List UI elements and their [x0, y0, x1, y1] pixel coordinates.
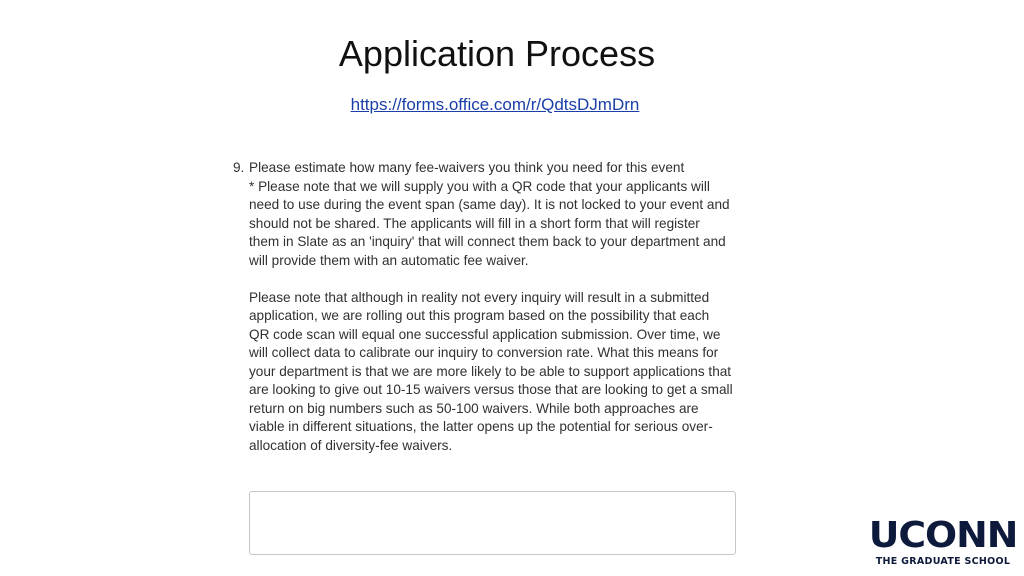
- logo-wordmark: UCONN: [868, 515, 1018, 556]
- question-number: 9.: [233, 160, 245, 175]
- uconn-logo: [868, 515, 1018, 567]
- answer-input[interactable]: [249, 491, 736, 555]
- question-prompt: Please estimate how many fee-waivers you think you need for this event: [249, 160, 685, 175]
- logo-subtitle: THE GRADUATE SCHOOL: [875, 556, 1011, 567]
- slide-title: Application Process: [338, 33, 656, 74]
- question-note: * Please note that we will supply you with a QR code that your applicants will need to use during the event span (same day). It is not locked to your event and should not be shared. The applicants will fill in a short form that will register them in Slate as an 'inquiry' that will connect them back to your department and will provide them with an automatic fee waiver.: [249, 178, 730, 268]
- form-question: [233, 159, 733, 455]
- question-paragraph-2: Please note that although in reality not every inquiry will result in a submitted application, we are rolling out this program based on the possibility that each QR code scan will equal one successful application submission. Over time, we will collect data to calibrate our inquiry to conversion rate. What this means for your department is that we are more likely to be able to support applications that are looking to give out 10-15 waivers versus those that are looking to get a small return on big numbers such as 50-100 waivers. While both approaches are viable in different situations, the latter opens up the potential for serious over-allocation of diversity-fee waivers.: [249, 289, 733, 453]
- question-body: [249, 159, 733, 455]
- question-paragraph-1: [249, 159, 733, 270]
- form-link-container: [0, 94, 990, 116]
- form-link[interactable]: https://forms.office.com/r/QdtsDJmDrn: [350, 95, 640, 114]
